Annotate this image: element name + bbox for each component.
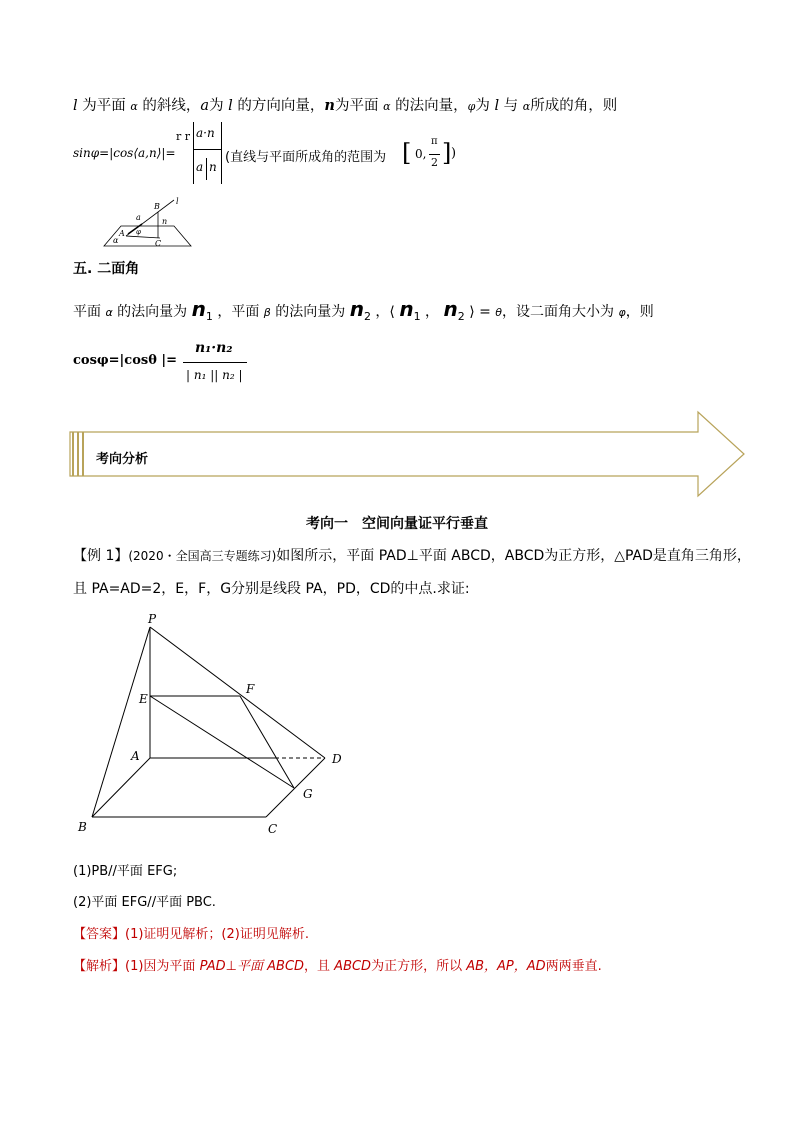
text: 为平面 bbox=[77, 98, 131, 114]
var-alpha: α bbox=[130, 100, 138, 113]
text-line-1 bbox=[73, 94, 617, 115]
text: ，平面 bbox=[212, 304, 264, 320]
sub: 2 bbox=[363, 309, 371, 323]
cos-numerator: n₁·n₂ bbox=[195, 340, 233, 356]
question-2: (2)平面 EFG//平面 PBC. bbox=[73, 895, 216, 910]
text: sinφ= bbox=[73, 146, 110, 160]
text-line-3 bbox=[73, 297, 654, 323]
pi-fraction-bar bbox=[429, 154, 440, 155]
text: = bbox=[165, 146, 176, 160]
abs-bar-left bbox=[193, 122, 194, 184]
text: ⟩ = bbox=[464, 304, 496, 320]
text: 如图所示，平面 PAD⊥平面 ABCD，ABCD为正方形，△PAD是直角三角形， bbox=[276, 548, 751, 564]
text: 平面 bbox=[73, 304, 106, 320]
segment-EG bbox=[150, 696, 294, 788]
banner-arrow bbox=[70, 412, 744, 496]
text: 两两垂直. bbox=[545, 959, 602, 974]
text: ，且 bbox=[304, 959, 335, 974]
sub: 1 bbox=[413, 309, 421, 323]
vector-n2: n bbox=[349, 297, 364, 321]
text: ， bbox=[420, 304, 444, 320]
cos-fraction-bar bbox=[183, 362, 247, 363]
var-l: l bbox=[73, 98, 78, 114]
edge-PD bbox=[150, 627, 325, 758]
small-figure bbox=[96, 196, 196, 250]
banner-title: 考向分析 bbox=[96, 452, 149, 467]
label-E: E bbox=[139, 692, 148, 706]
vector-marks: r r bbox=[176, 130, 191, 143]
text: 为平面 bbox=[334, 98, 384, 114]
var-l: l bbox=[228, 98, 233, 114]
analysis-label: 【解析】 bbox=[73, 959, 126, 974]
var-theta: θ bbox=[495, 306, 503, 319]
vector-n: n bbox=[324, 97, 335, 114]
left-bracket: [ bbox=[402, 139, 412, 167]
sub: 1 bbox=[205, 309, 213, 323]
var-alpha: α bbox=[105, 306, 113, 319]
segment-FG bbox=[240, 696, 294, 788]
label-A: A bbox=[119, 229, 125, 238]
label-P: P bbox=[148, 612, 157, 626]
close-paren: ) bbox=[451, 146, 457, 161]
label-C: C bbox=[155, 239, 162, 248]
answer-label: 【答案】 bbox=[73, 927, 126, 942]
range-note: (直线与平面所成角的范围为 bbox=[225, 150, 387, 165]
projection bbox=[126, 236, 160, 238]
var-alpha: α bbox=[383, 100, 391, 113]
label-D: D bbox=[332, 752, 342, 766]
text: 的法向量， bbox=[390, 98, 468, 114]
abs-bar-mid bbox=[206, 158, 207, 180]
range-start: 0, bbox=[415, 147, 427, 161]
text: 的斜线， bbox=[137, 98, 201, 114]
label-n: n bbox=[162, 217, 168, 226]
var-l: l bbox=[494, 98, 500, 114]
text: 所成的角，则 bbox=[530, 98, 618, 114]
var-alpha: α bbox=[522, 100, 531, 113]
label-C: C bbox=[268, 822, 278, 836]
edge-CD bbox=[266, 758, 325, 817]
answer-text: (1)证明见解析；(2)证明见解析. bbox=[125, 927, 309, 942]
formula-cos-lhs: cosφ=|cosθ |= bbox=[73, 353, 178, 368]
text: |cos⟨a,n⟩| bbox=[109, 146, 166, 160]
label-phi: φ bbox=[136, 228, 141, 236]
label-B: B bbox=[78, 820, 87, 834]
pi: π bbox=[431, 136, 438, 147]
denominator-n: n bbox=[209, 160, 217, 174]
question-1: (1)PB//平面 EFG; bbox=[73, 864, 178, 879]
section-banner bbox=[68, 410, 748, 500]
example-line-2: 且 PA=AD=2，E，F，G分别是线段 PA，PD，CD的中点.求证: bbox=[73, 581, 470, 597]
var-phi: φ bbox=[467, 100, 476, 113]
fraction-bar bbox=[194, 149, 221, 150]
text: 的方向向量， bbox=[232, 98, 325, 114]
label-A: A bbox=[131, 749, 140, 763]
text: 与 bbox=[499, 98, 523, 114]
text: ABCD bbox=[334, 959, 372, 974]
vector-n1: n bbox=[191, 297, 206, 321]
vector-n2: n bbox=[443, 297, 458, 321]
text: 为正方形，所以 bbox=[371, 959, 467, 974]
text: 的法向量为 bbox=[270, 304, 350, 320]
text: (1)因为平面 bbox=[125, 959, 200, 974]
text: ，设二面角大小为 bbox=[502, 304, 619, 320]
formula-sin-lhs bbox=[73, 146, 176, 160]
answer-line bbox=[73, 923, 309, 942]
main-figure bbox=[70, 605, 360, 845]
analysis-line bbox=[73, 955, 602, 974]
example-line-1 bbox=[73, 545, 751, 565]
text: ，⟨ bbox=[370, 304, 400, 320]
label-B: B bbox=[154, 202, 160, 211]
label-alpha: α bbox=[113, 236, 119, 245]
section-title-five: 五. 二面角 bbox=[73, 261, 140, 277]
text: ，则 bbox=[625, 304, 654, 320]
label-l: l bbox=[176, 197, 179, 206]
heading-title: 考向一 空间向量证平行垂直 bbox=[306, 516, 488, 532]
text: 的法向量为 bbox=[112, 304, 192, 320]
text: 为 bbox=[209, 98, 229, 114]
label-a: a bbox=[136, 213, 141, 222]
label-F: F bbox=[246, 682, 255, 696]
var-phi: φ bbox=[618, 306, 626, 319]
example-label: 【例 1】 bbox=[73, 548, 129, 564]
fraction-numerator: a·n bbox=[196, 126, 215, 140]
text: PAD⊥平面 ABCD bbox=[199, 959, 305, 974]
vector-a: a bbox=[200, 98, 210, 114]
abs-bar-right bbox=[221, 122, 222, 184]
text: 为 bbox=[475, 98, 495, 114]
label-G: G bbox=[303, 787, 313, 801]
example-source: (2020・全国高三专题练习) bbox=[128, 549, 277, 563]
sub: 2 bbox=[457, 309, 465, 323]
cos-denominator: | n₁ || n₂ | bbox=[186, 368, 243, 382]
edge-PB bbox=[92, 627, 150, 817]
right-bracket: ] bbox=[442, 139, 452, 167]
text: AB，AP，AD bbox=[466, 959, 546, 974]
vector-n1: n bbox=[399, 297, 414, 321]
var-beta: β bbox=[263, 306, 271, 319]
two: 2 bbox=[431, 156, 438, 169]
denominator-a: a bbox=[196, 160, 204, 174]
